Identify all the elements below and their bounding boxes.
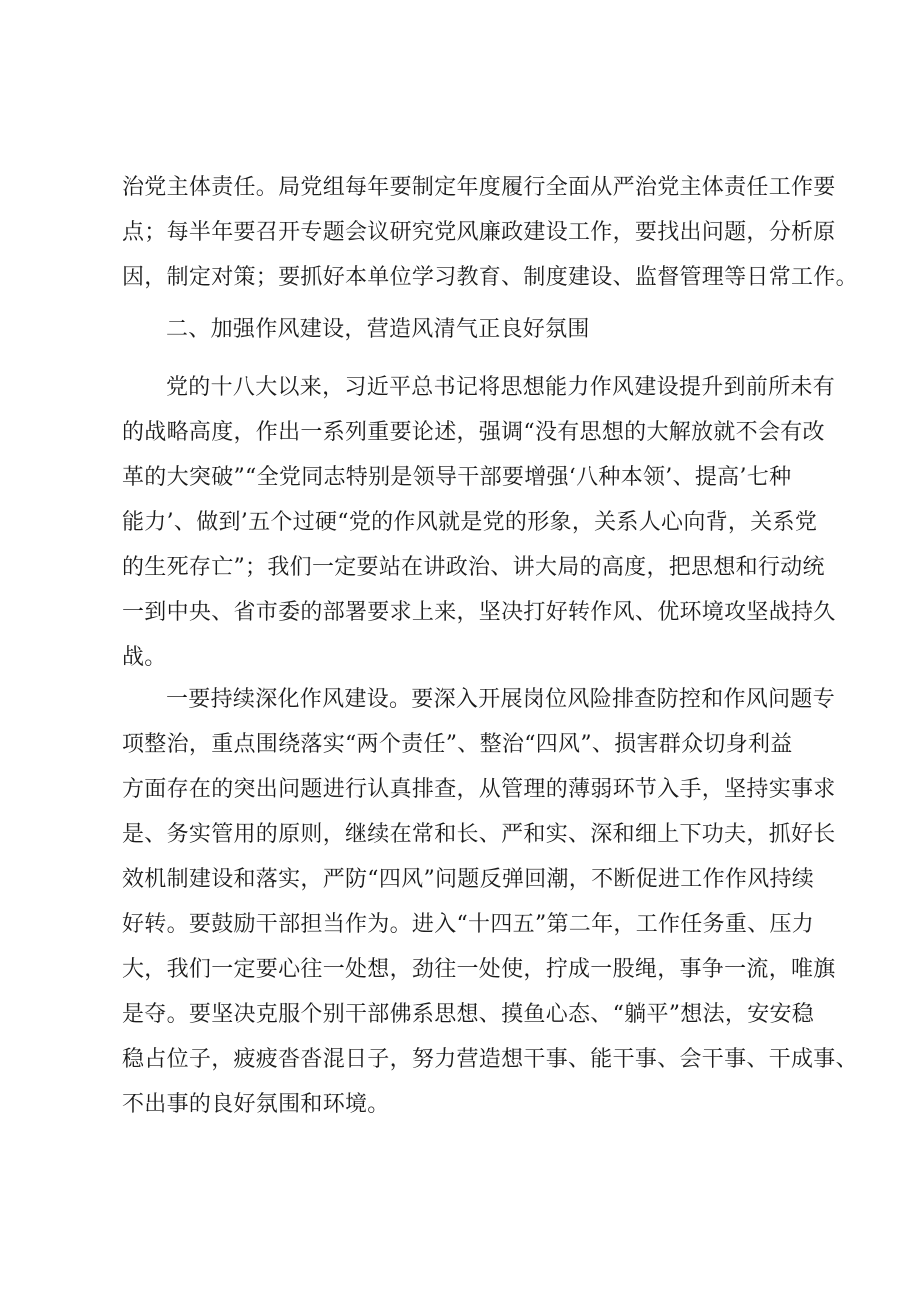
text-line: 能力’、做到’五个过硬“党的作风就是党的形象，关系人心向背，关系党 (122, 510, 818, 535)
text-line: 一到中央、省市委的部署要求上来，坚决打好转作风、优环境攻坚战持久 (122, 600, 836, 625)
section-heading (122, 307, 812, 352)
text-line: 党的十八大以来，习近平总书记将思想能力作风建设提升到前所未有 (166, 375, 836, 400)
paragraph-1 (122, 165, 858, 300)
text-line: 项整治，重点围绕落实“两个责任”、整治“四风”、损害群众切身利益 (122, 732, 793, 757)
text-line: 大，我们一定要心往一处想，劲往一处使，拧成一股绳，事争一流，唯旗 (122, 957, 836, 982)
text-line: 方面存在的突出问题进行认真排查，从管理的薄弱环节入手，坚持实事求 (122, 777, 836, 802)
paragraph-3 (122, 677, 858, 1127)
text-line: 战。 (122, 645, 167, 670)
text-line: 稳占位子，疲疲沓沓混日子，努力营造想干事、能干事、会干事、干成事、 (122, 1047, 858, 1072)
text-line: 效机制建设和落实，严防“四风”问题反弹回潮，不断促进工作作风持续 (122, 867, 815, 892)
heading-text: 二、加强作风建设，营造风清气正良好氛围 (166, 317, 590, 342)
text-line: 的生死存亡”；我们一定要站在讲政治、讲大局的高度，把思想和行动统 (122, 555, 825, 580)
text-line: 革的大突破”“全党同志特别是领导干部要增强‘八种本领’、提高’七种 (122, 465, 792, 490)
text-line: 一要持续深化作风建设。要深入开展岗位风险排查防控和作风问题专 (166, 687, 836, 712)
text-line: 点；每半年要召开专题会议研究党风廉政建设工作，要找出问题，分析原 (122, 220, 836, 245)
text-line: 是夺。要坚决克服个别干部佛系思想、摸鱼心态、“躺平”想法，安安稳 (122, 1002, 815, 1027)
text-line: 好转。要鼓励干部担当作为。进入“十四五”第二年，工作任务重、压力 (122, 912, 815, 937)
text-line: 是、务实管用的原则，继续在常和长、严和实、深和细上下功夫，抓好长 (122, 822, 836, 847)
paragraph-2 (122, 365, 836, 680)
text-line: 的战略高度，作出一系列重要论述，强调“没有思想的大解放就不会有改 (122, 420, 825, 445)
text-line: 因，制定对策；要抓好本单位学习教育、制度建设、监督管理等日常工作。 (122, 265, 858, 290)
text-line: 不出事的良好氛围和环境。 (122, 1092, 390, 1117)
text-line: 治党主体责任。局党组每年要制定年度履行全面从严治党主体责任工作要 (122, 175, 836, 200)
